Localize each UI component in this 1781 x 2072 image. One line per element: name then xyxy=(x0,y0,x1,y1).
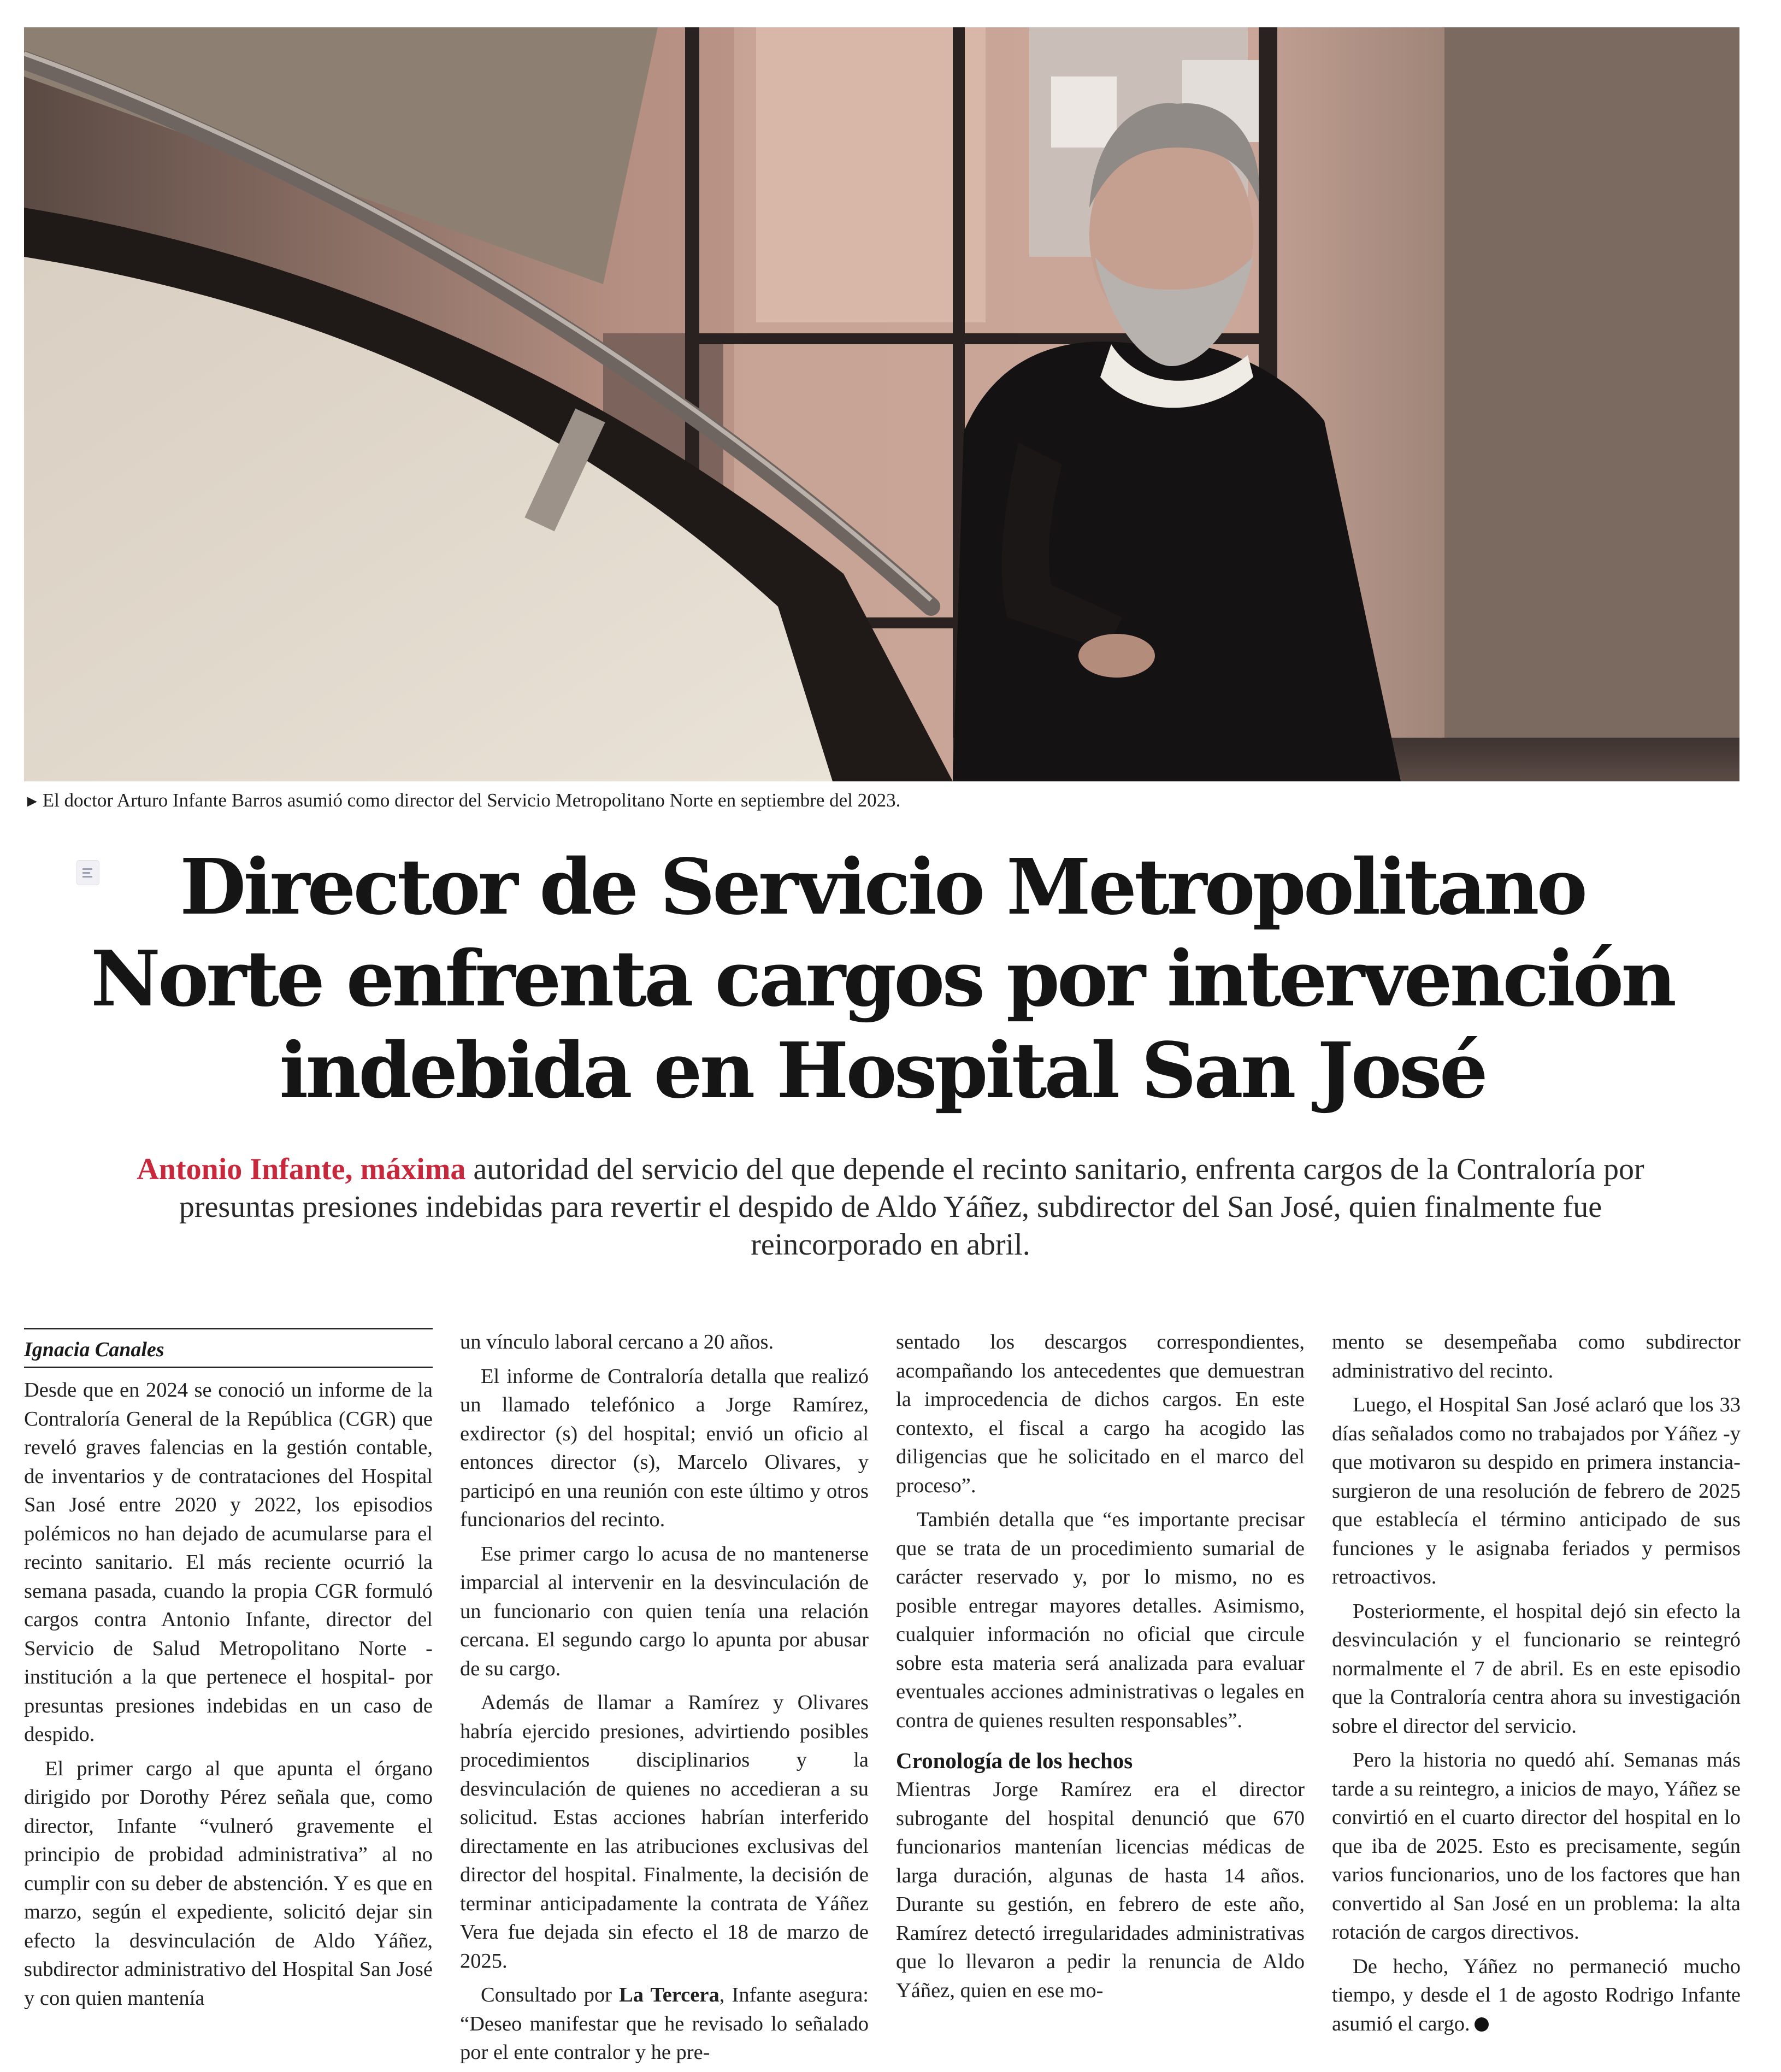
paragraph xyxy=(1332,1952,1741,2039)
subheadline xyxy=(109,1151,1672,1264)
paragraph: También detalla que “es importante precisar que se trata de un procedimiento sumarial de carácter reservado y, por lo mismo, no es posible entregar mayores detalles. Asimismo, cualquier información no oficial que circule sobre esta materia será analizada para evaluar eventuales acciones administrativas o legales en contra de quienes resulten responsables”. xyxy=(896,1508,1305,1732)
newspaper-name: La Tercera xyxy=(619,1983,720,2006)
headline-line: Norte enfrenta cargos por intervención xyxy=(91,934,1674,1024)
paragraph: Mientras Jorge Ramírez era el director subrogante del hospital denunció que 670 funcionarios mantenían licencias médicas de larga duración, algunas de hasta 14 años. Durante su gestión, en febrero de este año, Ramírez detectó irregularidades administrativas que lo llevaron a pedir la renuncia de Aldo Yáñez, quien en ese mo- xyxy=(896,1778,1305,2002)
headline xyxy=(55,841,1710,1117)
paragraph-text: , Infante asegura: “Deseo manifestar que he revisado lo señalado por el ente contralor y he pre- xyxy=(460,1983,869,2064)
headline-line: indebida en Hospital San José xyxy=(279,1026,1485,1116)
photo-caption xyxy=(24,787,1739,815)
paragraph xyxy=(460,1981,869,2067)
paragraph: un vínculo laboral cercano a 20 años. xyxy=(460,1331,774,1353)
paragraph: Ese primer cargo lo acusa de no mantenerse imparcial al intervenir en la desvinculación de un funcionario con quien tenía una relación cercana. El segundo cargo lo apunta por abusar de su cargo. xyxy=(460,1542,869,1680)
headline-line: Director de Servicio Metropolitano xyxy=(180,843,1585,932)
paragraph: mento se desempeñaba como subdirector administrativo del recinto. xyxy=(1332,1331,1741,1382)
subheadline-lead: Antonio Infante, máxima xyxy=(137,1152,466,1186)
article-column-2 xyxy=(460,1328,869,2067)
paragraph: El primer cargo al que apunta el órgano dirigido por Dorothy Pérez señala que, como director, Infante “vulneró gravemente el principio de probidad administrativa” al no cumplir con su deber de abstención. Y es que en marzo, según el expediente, solicitó dejar sin efecto la desvinculación de Aldo Yáñez, subdirector administrativo del Hospital San José y con quien mantenía xyxy=(24,1757,433,2010)
paragraph: Además de llamar a Ramírez y Olivares habría ejercido presiones, advirtiendo posibles procedimientos disciplinarios y la desvinculación de quienes no accedieran a su solicitud. Estas acciones habrían interferido directamente en las atribuciones exclusivas del director del hospital. Finalmente, la decisión de terminar anticipadamente la contrata de Yáñez Vera fue dejada sin efecto el 18 de marzo de 2025. xyxy=(460,1691,869,1973)
paragraph-text: De hecho, Yáñez no permaneció mucho tiempo, y desde el 1 de agosto Rodrigo Infante asumió el cargo. xyxy=(1332,1955,1741,2035)
paragraph: Pero la historia no quedó ahí. Semanas más tarde a su reintegro, a inicios de mayo, Yáñez se convirtió en el cuarto director del hospital en lo que iba de 2025. Esto es precisamente, según varios funcionarios, uno de los factores que han convertido al San José en un problema: la alta rotación de cargos directivos. xyxy=(1332,1749,1741,1944)
paragraph: sentado los descargos correspondientes, acompañando los antecedentes que demuestran la improcedencia de dichos cargos. En este contexto, el fiscal a cargo ha acogido las diligencias que he solicitado en el marco del proceso”. xyxy=(896,1331,1305,1497)
paragraph: Luego, el Hospital San José aclaró que los 33 días señalados como no trabajados por Yáñez -y que motivaron su despido en primera instancia- surgieron de una resolución de febrero de 2025 que establecía el término anticipado de sus funciones y le asignaba feriados y permisos retroactivos. xyxy=(1332,1393,1741,1588)
subheadline-text: autoridad del servicio del que depende el recinto sanitario, enfrenta cargos de la Contraloría por presuntas presiones indebidas para revertir el despido de Aldo Yáñez, subdirector del San José, quien finalmente fue reincorporado en abril. xyxy=(179,1152,1644,1262)
portrait-photo xyxy=(24,27,1739,781)
paragraph-text: Consultado por xyxy=(481,1983,620,2006)
article-column-4 xyxy=(1332,1328,1741,2038)
byline: Ignacia Canales xyxy=(24,1328,433,1368)
article-photo xyxy=(24,27,1739,781)
paragraph: Desde que en 2024 se conoció un informe de la Contraloría General de la República (CGR) que reveló graves falencias en la gestión contable, de inventarios y de contrataciones del Hospital San José entre 2020 y 2022, los episodios polémicos no han dejado de acumularse para el recinto sanitario. El más reciente ocurrió la semana pasada, cuando la propia CGR formuló cargos contra Antonio Infante, director del Servicio de Salud Metropolitano Norte -institución a la que pertenece el hospital- por presuntas presiones indebidas en un caso de despido. xyxy=(24,1379,433,1746)
section-heading: Cronología de los hechos xyxy=(896,1748,1133,1773)
paragraph: El informe de Contraloría detalla que realizó un llamado telefónico a Jorge Ramírez, exdirector (s) del hospital; envió un oficio al entonces director (s), Marcelo Olivares, y participó en una reunión con este último y otros funcionarios del recinto. xyxy=(460,1364,869,1531)
article-column-3 xyxy=(896,1328,1305,2005)
caption-text: El doctor Arturo Infante Barros asumió como director del Servicio Metropolitano Norte en septiembre del 2023. xyxy=(42,790,901,811)
caption-marker-icon: ► xyxy=(24,792,40,810)
end-of-article-dot-icon xyxy=(1475,2017,1489,2032)
article-column-1 xyxy=(24,1328,433,2012)
paragraph: Posteriormente, el hospital dejó sin efecto la desvinculación y el funcionario se reintegró normalmente el 7 de abril. Es en este episodio que la Contraloría centra ahora su investigación sobre el director del servicio. xyxy=(1332,1599,1741,1738)
